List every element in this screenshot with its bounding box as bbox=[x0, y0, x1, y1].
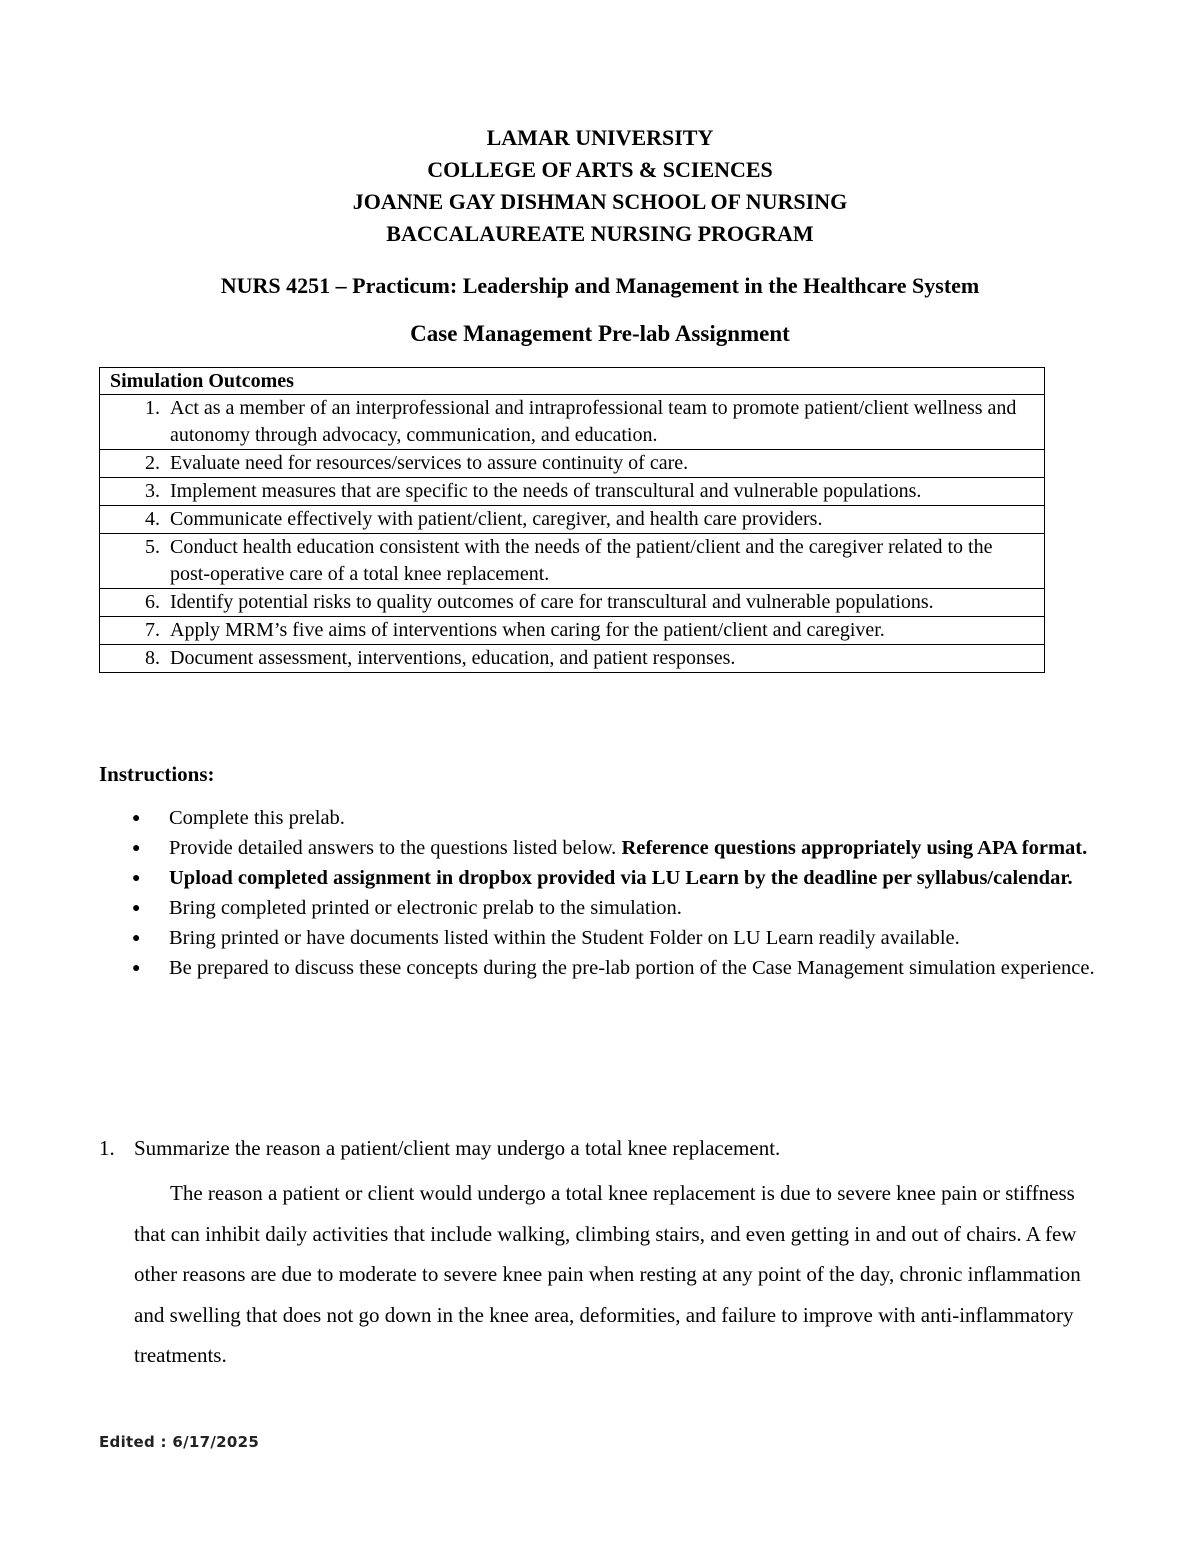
instruction-text: Be prepared to discuss these concepts during the pre-lab portion of the Case Management simulation experience. bbox=[169, 957, 1095, 979]
instruction-bold-text: Upload completed assignment in dropbox provided via LU Learn by the deadline per syllabus/calendar. bbox=[169, 867, 1073, 889]
question-number: 1. bbox=[99, 1136, 115, 1160]
outcome-number: 5. bbox=[145, 536, 160, 558]
outcome-text: Act as a member of an interprofessional and intraprofessional team to promote patient/client wellness and autonomy through advocacy, communication, and education. bbox=[170, 397, 1017, 446]
outcome-number: 6. bbox=[145, 591, 160, 613]
assignment-title: Case Management Pre-lab Assignment bbox=[410, 321, 790, 346]
table-row bbox=[100, 617, 1045, 645]
course-title: NURS 4251 – Practicum: Leadership and Management in the Healthcare System bbox=[220, 273, 980, 298]
outcome-text: Conduct health education consistent with the needs of the patient/client and the caregiver related to the post-operative care of a total knee replacement. bbox=[170, 536, 993, 585]
outcome-number: 2. bbox=[145, 452, 160, 474]
instructions-heading: Instructions: bbox=[99, 762, 215, 786]
bullet-icon: ● bbox=[132, 931, 141, 946]
list-item bbox=[132, 834, 1122, 863]
table-row bbox=[100, 478, 1045, 506]
instructions-list bbox=[132, 804, 1122, 984]
table-row bbox=[100, 645, 1045, 673]
instruction-text: Bring printed or have documents listed within the Student Folder on LU Learn readily available. bbox=[169, 927, 960, 949]
table-row bbox=[100, 395, 1045, 450]
outcome-number: 4. bbox=[145, 508, 160, 530]
list-item bbox=[132, 864, 1122, 893]
edited-date-footer: Edited : 6/17/2025 bbox=[99, 1433, 260, 1451]
instruction-text: Bring completed printed or electronic prelab to the simulation. bbox=[169, 897, 682, 919]
list-item bbox=[132, 894, 1122, 923]
outcome-text: Implement measures that are specific to the needs of transcultural and vulnerable populations. bbox=[170, 480, 922, 502]
outcome-number: 1. bbox=[145, 397, 160, 419]
simulation-outcomes-table bbox=[99, 367, 1045, 673]
header-school: JOANNE GAY DISHMAN SCHOOL OF NURSING bbox=[352, 189, 848, 214]
question-1 bbox=[99, 1133, 1109, 1376]
instruction-text: Complete this prelab. bbox=[169, 807, 345, 829]
list-item bbox=[132, 804, 1122, 833]
table-row bbox=[100, 506, 1045, 534]
outcome-text: Document assessment, interventions, education, and patient responses. bbox=[170, 647, 736, 669]
bullet-icon: ● bbox=[132, 901, 141, 916]
outcome-text: Identify potential risks to quality outcomes of care for transcultural and vulnerable populations. bbox=[170, 591, 934, 613]
header-program: BACCALAUREATE NURSING PROGRAM bbox=[386, 221, 814, 246]
outcome-text: Evaluate need for resources/services to assure continuity of care. bbox=[170, 452, 689, 474]
bullet-icon: ● bbox=[132, 961, 141, 976]
instruction-bold-text: Reference questions appropriately using APA format. bbox=[621, 837, 1088, 859]
instruction-text: Provide detailed answers to the questions listed below. bbox=[169, 837, 622, 859]
question-prompt: Summarize the reason a patient/client may undergo a total knee replacement. bbox=[134, 1136, 781, 1160]
table-row bbox=[100, 450, 1045, 478]
outcome-number: 3. bbox=[145, 480, 160, 502]
list-item bbox=[132, 954, 1122, 983]
outcome-text: Apply MRM’s five aims of interventions when caring for the patient/client and caregiver. bbox=[170, 619, 885, 641]
bullet-icon: ● bbox=[132, 841, 141, 856]
question-answer: The reason a patient or client would undergo a total knee replacement is due to severe knee pain or stiffness that can inhibit daily activities that include walking, climbing stairs, and even getting in and out of chairs. A few other reasons are due to moderate to severe knee pain when resting at any point of the day, chronic inflammation and swelling that does not go down in the knee area, deformities, and failure to improve with anti-inflammatory treatments. bbox=[134, 1181, 1081, 1367]
list-item bbox=[132, 924, 1122, 953]
outcome-number: 8. bbox=[145, 647, 160, 669]
table-row bbox=[100, 589, 1045, 617]
outcome-text: Communicate effectively with patient/client, caregiver, and health care providers. bbox=[170, 508, 823, 530]
header-college: COLLEGE OF ARTS & SCIENCES bbox=[427, 157, 773, 182]
outcome-number: 7. bbox=[145, 619, 160, 641]
bullet-icon: ● bbox=[132, 811, 141, 826]
university-header bbox=[0, 122, 1200, 250]
outcomes-heading: Simulation Outcomes bbox=[100, 368, 1045, 395]
header-university: LAMAR UNIVERSITY bbox=[486, 125, 714, 150]
table-row bbox=[100, 534, 1045, 589]
bullet-icon: ● bbox=[132, 871, 141, 886]
